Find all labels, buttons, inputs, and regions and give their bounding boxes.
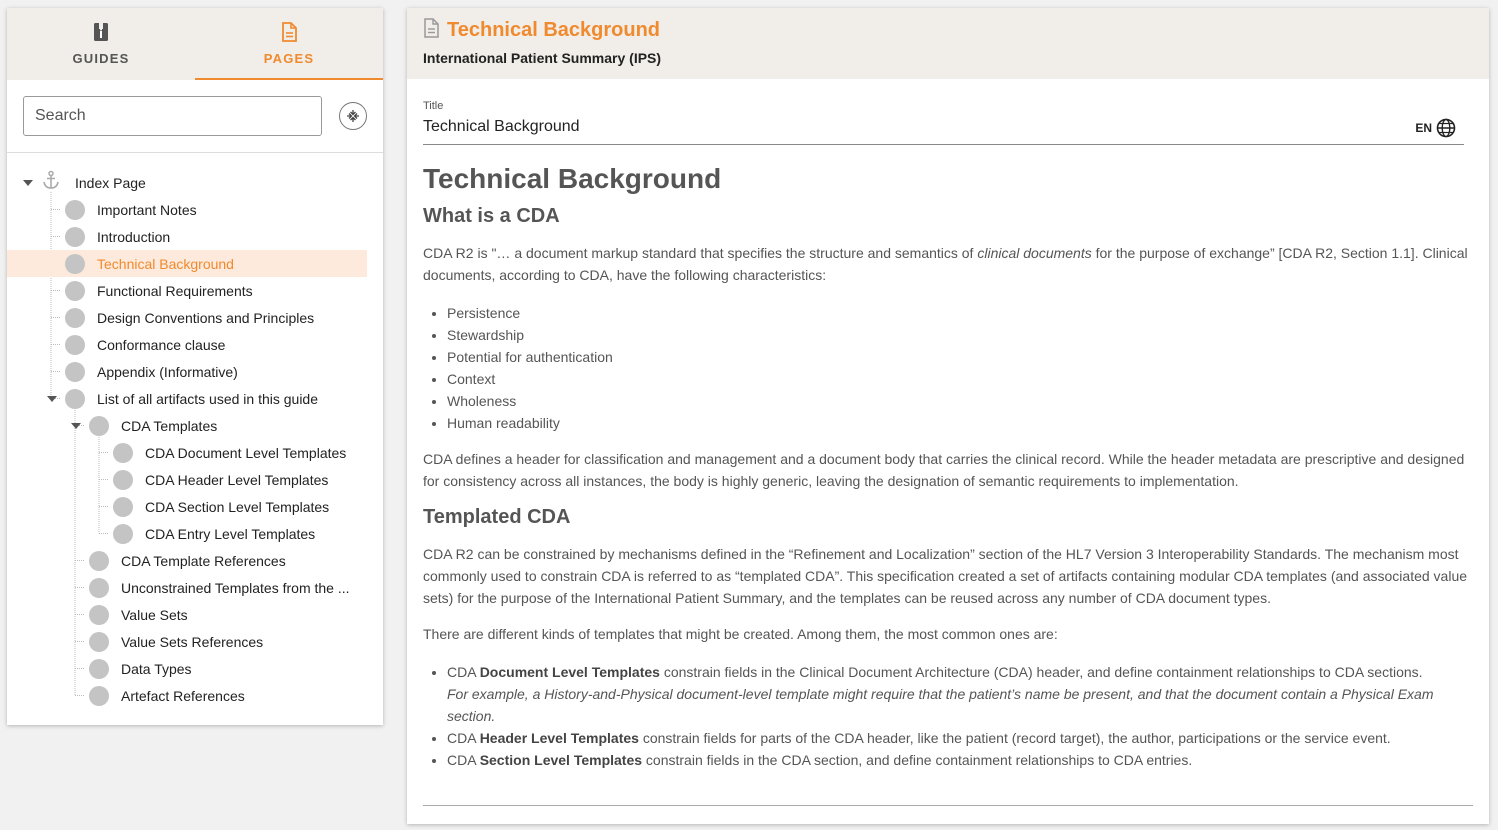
tree-item[interactable] <box>7 250 367 277</box>
page-tree <box>7 153 383 709</box>
title-field-value[interactable]: Technical Background <box>423 118 580 135</box>
tree-item[interactable] <box>7 493 383 520</box>
language-selector[interactable] <box>1415 118 1456 138</box>
tree-item[interactable] <box>7 574 383 601</box>
tree-item-label: Appendix (Informative) <box>97 363 238 380</box>
expand-caret-icon[interactable] <box>23 180 33 186</box>
tree-item[interactable] <box>7 520 383 547</box>
list-item: • Stewardship <box>447 324 1473 346</box>
collapse-all-icon <box>346 109 360 123</box>
page-status-dot <box>89 632 109 652</box>
page-status-dot <box>65 389 85 409</box>
page-status-dot <box>113 443 133 463</box>
tree-item[interactable] <box>7 439 383 466</box>
tree-item-label: CDA Entry Level Templates <box>145 525 316 542</box>
anchor-icon <box>41 170 61 195</box>
guide-book-icon <box>93 22 109 47</box>
section-heading-cda: What is a CDA <box>423 205 560 227</box>
tree-item-label: Artefact References <box>121 687 245 704</box>
page-status-dot <box>89 686 109 706</box>
tree-item[interactable] <box>7 385 383 412</box>
list-item: • CDA Document Level Templates constrain fields in the Clinical Document Architecture (CDA) header, and define containment relationships to CDA sections. For example, a History-and-Physical document-level template might require that the patient’s name be present, and that the document contain a Physical Exam section. <box>447 661 1473 727</box>
guide-subtitle: International Patient Summary (IPS) <box>423 50 662 66</box>
page-status-dot <box>65 308 85 328</box>
tree-item-label: Value Sets References <box>121 633 264 650</box>
tab-guides-label: GUIDES <box>72 51 130 66</box>
tab-pages-label: PAGES <box>263 51 315 66</box>
page-status-dot <box>113 497 133 517</box>
tree-item-label: List of all artifacts used in this guide <box>97 390 319 407</box>
page-status-dot <box>89 605 109 625</box>
list-item: • CDA Section Level Templates constrain fields in the CDA section, and define containment relationships to CDA entries. <box>447 749 1473 771</box>
language-code: EN <box>1415 121 1432 135</box>
paragraph-constraints: CDA R2 can be constrained by mechanisms defined in the “Refinement and Localization” section of the HL7 Version 3 Interoperability Standards. The mechanism most commonly used to constrain CDA is referred to as “templated CDA”. This specification created a set of artifacts containing modular CDA templates (and associated value sets) for the purpose of the International Patient Summary, and the templates can be reused across any number of CDA document types. <box>423 546 1468 606</box>
tree-item[interactable] <box>7 655 383 682</box>
page-status-dot <box>113 524 133 544</box>
tree-item-label: Introduction <box>97 228 171 245</box>
content-heading: Technical Background <box>423 163 722 194</box>
tree-item-label: CDA Header Level Templates <box>145 471 329 488</box>
tree-item[interactable] <box>7 277 383 304</box>
expand-caret-icon[interactable] <box>47 396 57 402</box>
page-status-dot <box>65 254 85 274</box>
tree-item[interactable] <box>7 358 383 385</box>
content-divider <box>423 805 1473 806</box>
tree-item[interactable] <box>7 547 383 574</box>
list-item: • Human readability <box>447 412 1473 434</box>
page-status-dot <box>89 416 109 436</box>
tree-item-label: Technical Background <box>97 255 234 272</box>
page-title: Technical Background <box>447 19 661 41</box>
tree-item-label: Functional Requirements <box>97 282 253 299</box>
sidebar <box>7 8 383 725</box>
tree-item-label: CDA Document Level Templates <box>145 444 347 461</box>
tree-item[interactable] <box>7 223 383 250</box>
tree-item-label: Conformance clause <box>97 336 226 353</box>
section-heading-templated: Templated CDA <box>423 506 571 528</box>
list-item: • Context <box>447 368 1473 390</box>
tree-item-label: CDA Template References <box>121 552 286 569</box>
template-kinds-list <box>423 661 1473 771</box>
tree-item[interactable] <box>7 331 383 358</box>
tree-item-label: CDA Section Level Templates <box>145 498 330 515</box>
page-status-dot <box>113 470 133 490</box>
page-document-icon <box>423 18 439 43</box>
characteristics-list <box>423 302 1473 434</box>
tree-item-label: Data Types <box>121 660 192 677</box>
search-input[interactable] <box>23 96 322 136</box>
tree-item[interactable] <box>7 169 383 196</box>
title-field[interactable] <box>423 100 1464 145</box>
tree-item-label: CDA Templates <box>121 417 218 434</box>
paragraph-template-kinds: There are different kinds of templates that might be created. Among them, the most common ones are: <box>423 626 1058 642</box>
list-item: • CDA Header Level Templates constrain fields for parts of the CDA header, like the patient (record target), the author, participations or the service event. <box>447 727 1473 749</box>
page-document-icon <box>281 22 297 47</box>
tree-item[interactable] <box>7 601 383 628</box>
page-content <box>407 163 1489 771</box>
page-status-dot <box>65 335 85 355</box>
tree-item-label: Value Sets <box>121 606 188 623</box>
tree-item[interactable] <box>7 628 383 655</box>
collapse-all-button[interactable] <box>339 102 367 130</box>
page-status-dot <box>65 362 85 382</box>
tree-item[interactable] <box>7 466 383 493</box>
globe-icon <box>1436 118 1456 138</box>
expand-caret-icon[interactable] <box>71 423 81 429</box>
list-item: • Wholeness <box>447 390 1473 412</box>
tree-item[interactable] <box>7 412 383 439</box>
paragraph-header-body: CDA defines a header for classification and management and a document body that carries the clinical record. While the header metadata are prescriptive and designed for consistency across all instances, the body is highly generic, leaving the designation of semantic requirements to implementation. <box>423 451 1465 489</box>
list-item: • Persistence <box>447 302 1473 324</box>
page-status-dot <box>65 200 85 220</box>
tree-item-label: Important Notes <box>97 201 197 218</box>
tree-item-label: Design Conventions and Principles <box>97 309 315 326</box>
page-status-dot <box>65 281 85 301</box>
sidebar-tabs <box>7 8 383 80</box>
page-status-dot <box>65 227 85 247</box>
tab-guides[interactable] <box>7 8 195 80</box>
page-status-dot <box>89 578 109 598</box>
tab-pages[interactable] <box>195 8 383 80</box>
paragraph-cda-definition: CDA R2 is "… a document markup standard that specifies the structure and semantics of clinical documents for the purpose of exchange” [CDA R2, Section 1.1]. Clinical documents, according to CDA, have the following characteristics: <box>423 245 1468 283</box>
tree-item-label: Index Page <box>75 174 146 191</box>
tree-item[interactable] <box>7 196 383 223</box>
page-status-dot <box>89 551 109 571</box>
title-field-label: Title <box>423 100 444 112</box>
tree-item[interactable] <box>7 682 383 709</box>
page-status-dot <box>89 659 109 679</box>
page-header <box>407 8 1489 79</box>
tree-item[interactable] <box>7 304 383 331</box>
list-item: • Potential for authentication <box>447 346 1473 368</box>
tree-item-label: Unconstrained Templates from the ... <box>121 579 350 596</box>
main-panel <box>407 8 1489 824</box>
search-row <box>7 80 383 153</box>
